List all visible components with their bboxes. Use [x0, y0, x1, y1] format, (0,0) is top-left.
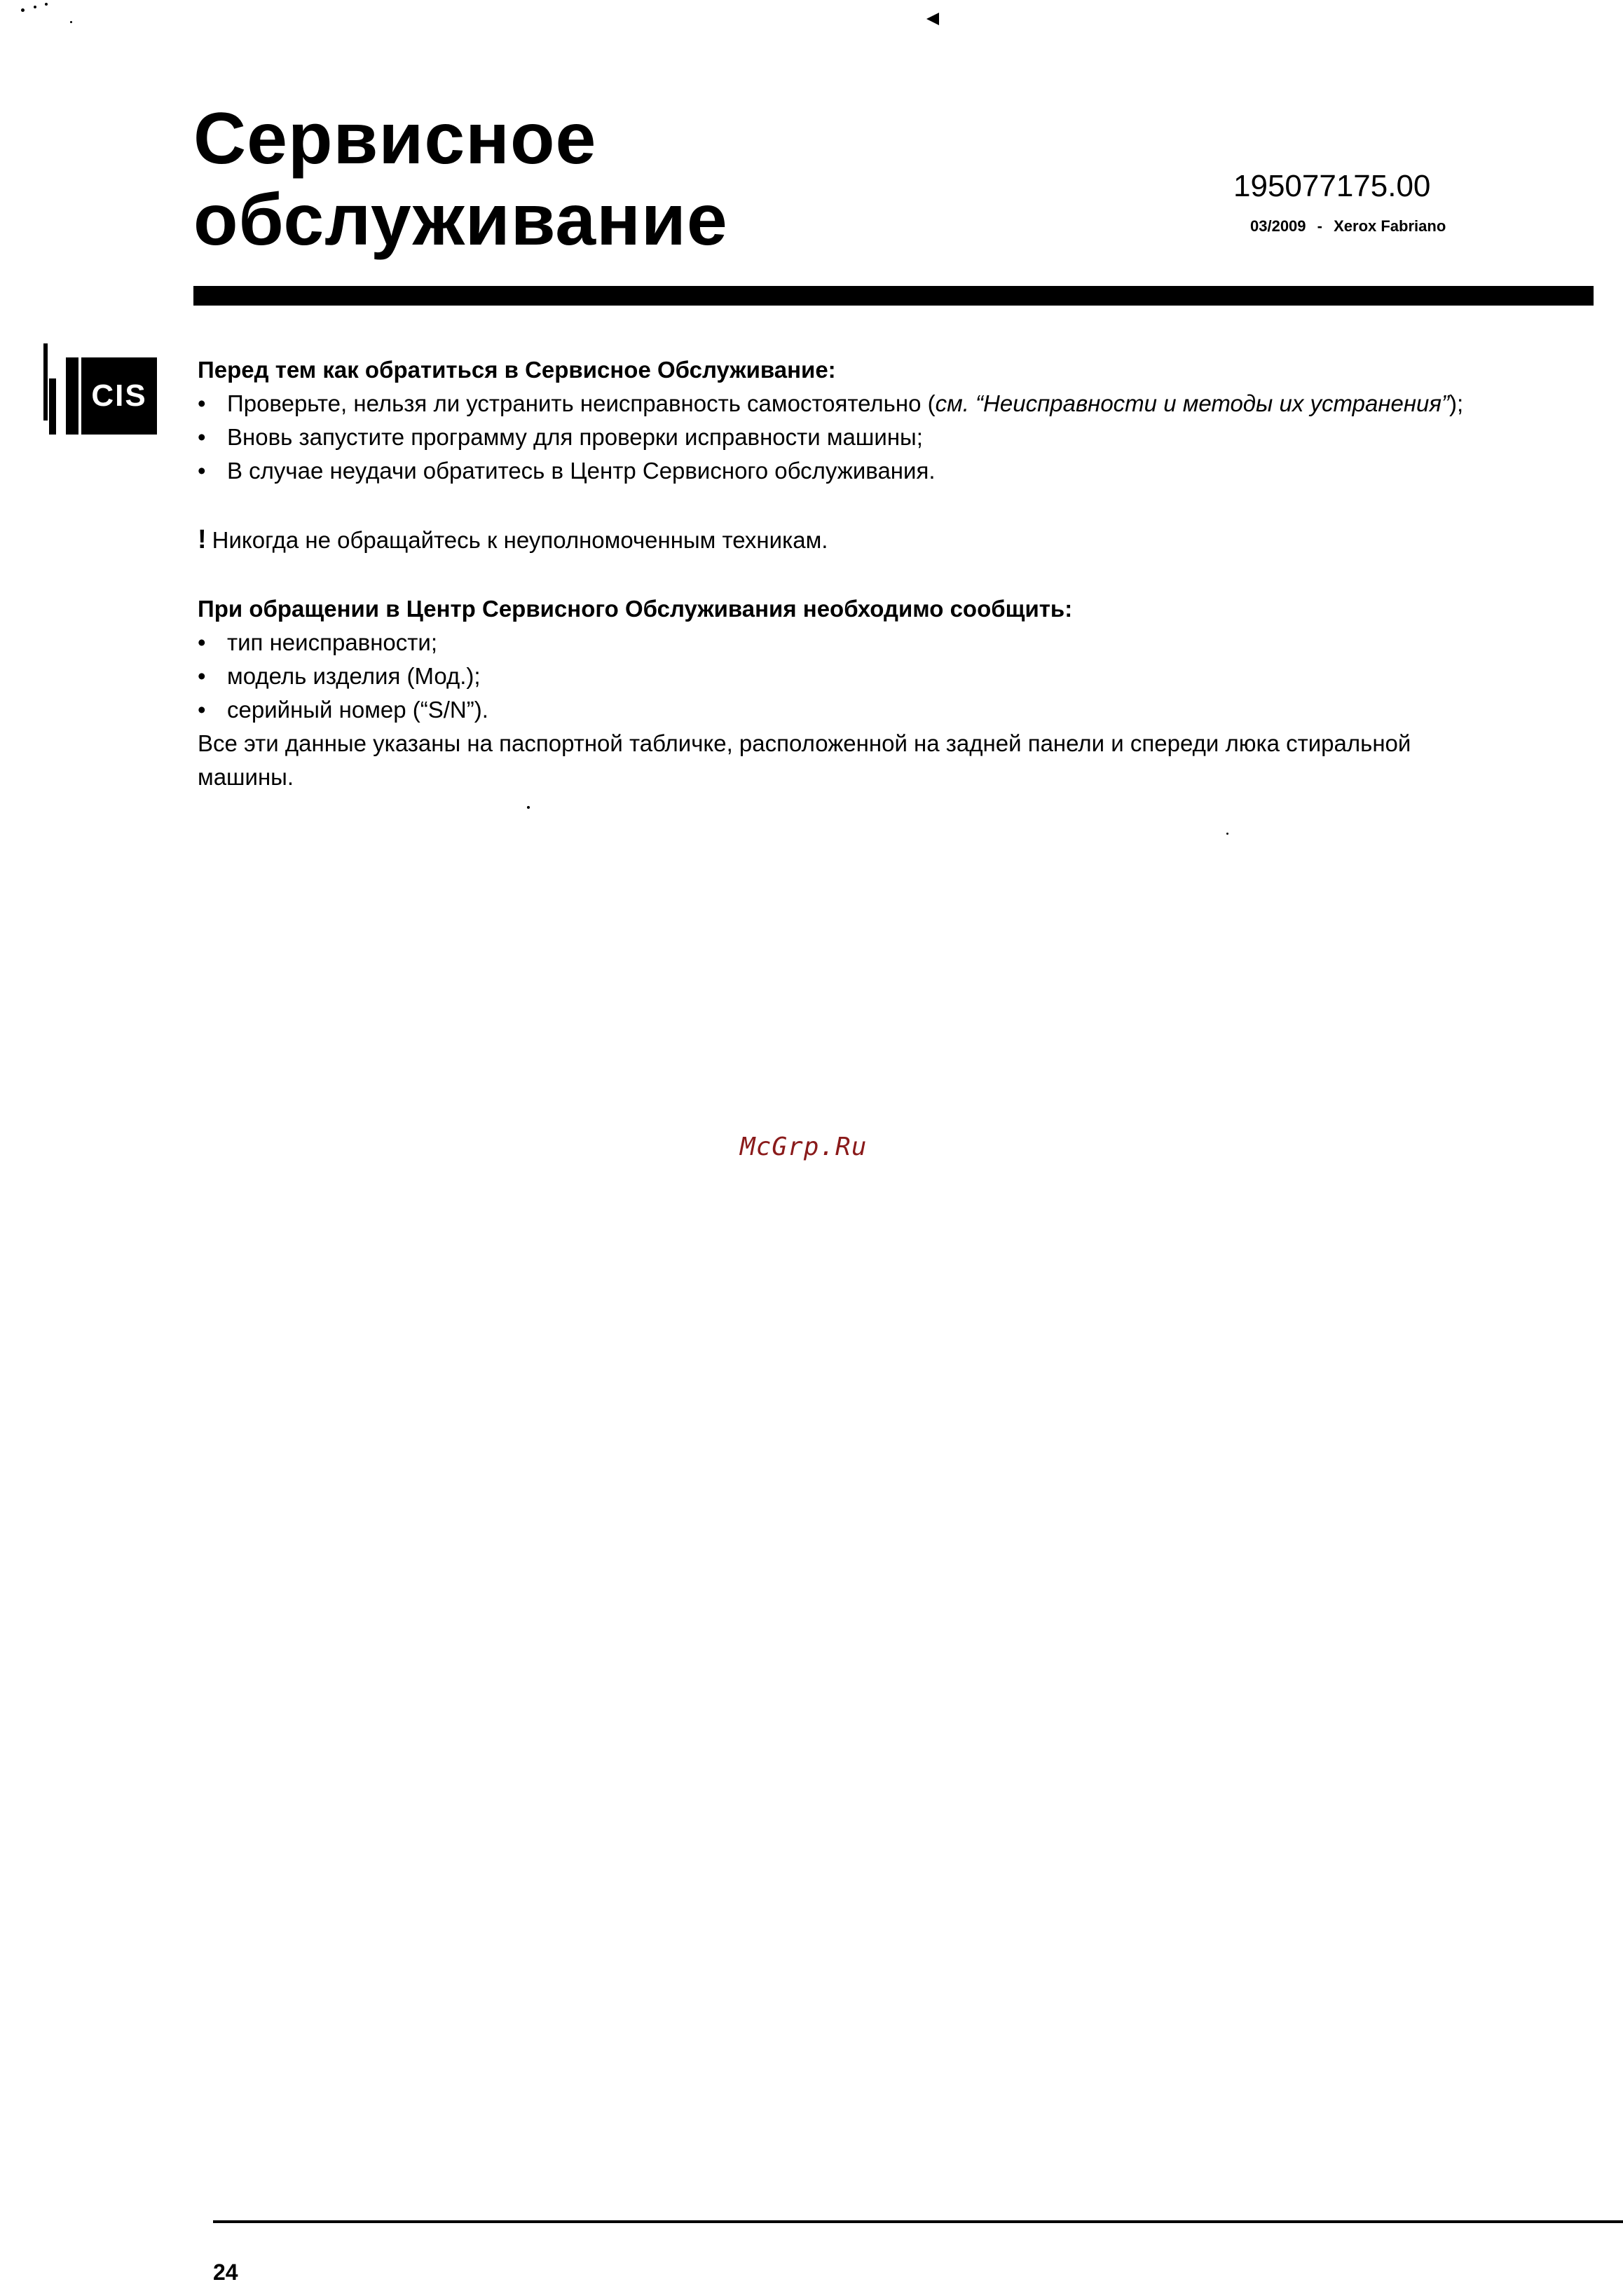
bullet-icon: • — [198, 390, 206, 416]
list-item-text: ); — [1449, 390, 1464, 416]
list-item — [198, 387, 1501, 421]
section-heading-contact-info: При обращении в Центр Сервисного Обслуживания необходимо сообщить: — [198, 596, 1073, 622]
bullet-icon: • — [198, 663, 206, 689]
document-code: 195077175.00 — [1233, 169, 1431, 203]
list-item-text: модель изделия (Мод.); — [227, 663, 481, 689]
page-title-line2: обслуживание — [193, 179, 728, 261]
required-info-list — [198, 626, 1501, 727]
scan-speck — [21, 8, 25, 12]
warning-text: Никогда не обращайтесь к неуполномоченным техникам. — [212, 527, 828, 553]
list-item-text: тип неисправности; — [227, 629, 437, 655]
checklist-before-service — [198, 387, 1501, 488]
warning-icon: ! — [198, 525, 207, 554]
scan-speck — [34, 6, 36, 8]
header-divider — [193, 286, 1594, 306]
list-item-text: серийный номер (“S/N”). — [227, 697, 488, 723]
scan-speck — [1226, 833, 1228, 835]
list-item — [198, 626, 1501, 660]
cross-reference: см. “Неисправности и методы их устранения” — [935, 390, 1449, 416]
document-date: 03/2009 — [1250, 217, 1306, 235]
document-meta-separator: - — [1317, 217, 1322, 235]
rating-plate-note: Все эти данные указаны на паспортной табличке, расположенной на задней панели и спереди люка стиральной машины. — [198, 730, 1411, 790]
page-number: 24 — [213, 2260, 238, 2285]
scan-speck — [70, 21, 72, 23]
page-title — [193, 98, 728, 261]
bullet-icon: • — [198, 629, 206, 655]
list-item-text: В случае неудачи обратитесь в Центр Сервисного обслуживания. — [227, 458, 936, 484]
bullet-icon: • — [198, 697, 206, 723]
list-item — [198, 660, 1501, 693]
side-tab-bar — [49, 378, 56, 435]
warning-note — [198, 523, 1501, 557]
main-content — [198, 353, 1501, 794]
list-item-text: Проверьте, нельзя ли устранить неисправность самостоятельно ( — [227, 390, 936, 416]
section-heading-before-service: Перед тем как обратиться в Сервисное Обслуживание: — [198, 357, 836, 383]
list-item — [198, 454, 1501, 488]
list-item — [198, 693, 1501, 727]
scan-speck — [527, 806, 530, 809]
list-item-text: Вновь запустите программу для проверки исправности машины; — [227, 424, 923, 450]
bullet-icon: • — [198, 424, 206, 450]
list-item — [198, 421, 1501, 454]
page-title-line1: Сервисное — [193, 98, 597, 179]
bullet-icon: • — [198, 458, 206, 484]
scan-arrow-mark — [926, 13, 939, 25]
side-tab-bar — [43, 343, 48, 421]
document-meta — [1250, 217, 1453, 235]
document-source: Xerox Fabriano — [1334, 217, 1446, 235]
scan-speck — [45, 3, 48, 6]
side-tab-bar — [66, 357, 78, 435]
language-tab: CIS — [81, 357, 157, 435]
footer-divider — [213, 2220, 1623, 2223]
watermark-text: McGrp.Ru — [740, 1133, 868, 1161]
